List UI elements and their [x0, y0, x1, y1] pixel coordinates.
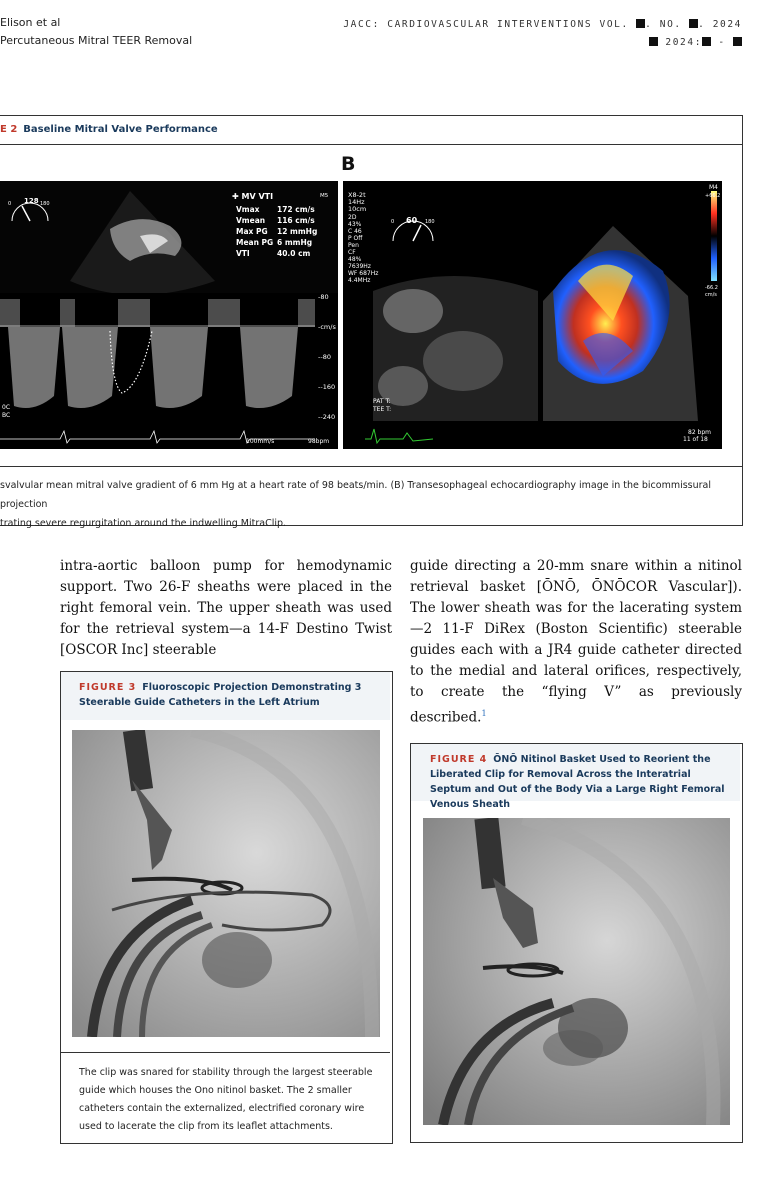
scale-tick-label: --160	[318, 383, 336, 391]
measurement-value: 12 mmHg	[277, 227, 318, 236]
svg-text:-66.2: -66.2	[705, 285, 718, 291]
svg-text:TEE T:: TEE T:	[373, 406, 392, 413]
svg-text:0C: 0C	[2, 404, 11, 411]
short-title: Percutaneous Mitral TEER Removal	[0, 34, 193, 47]
divider	[0, 144, 742, 145]
panel-b-angle: 60	[406, 216, 418, 225]
body-text-column-2: guide directing a 20-mm snare within a nitinol retrieval basket [ŌNŌ, ŌNŌCOR Vascular]). The lower sheath was for the lacerating system—2 11-F DiRex (Boston Scientific) steerable guides each with a JR4 guide catheter directed to the medial and lateral orifices, respectively, to create the “flying V” as previously described.$^1$	[410, 558, 742, 726]
measurement-value: 116 cm/s	[277, 216, 315, 225]
reference-link[interactable]: 1	[481, 709, 487, 718]
body-text-column-1: intra-aortic balloon pump for hemodynamic support. Two 26-F sheaths were placed in the right femoral vein. The upper sheath was used for the retrieval system—a 14-F Destino Twist [OSCOR Inc] steerable	[60, 558, 392, 658]
figure-2-caption: svalvular mean mitral valve gradient of 6 mm Hg at a heart rate of 98 beats/min. (B) Transesophageal echocardiography image in the bicommissural projection trating severe regurgitation around the indwelling MitraClip.	[0, 480, 712, 529]
tee-setting-text: Pen	[348, 242, 359, 249]
svg-text:14Hz: 14Hz	[348, 198, 365, 206]
measurement-label: VTI	[236, 249, 250, 258]
tee-setting-text: C 46	[348, 228, 362, 235]
measurement-value: 172 cm/s	[277, 205, 315, 214]
svg-text:+66.2: +66.2	[705, 193, 721, 199]
svg-text:BC: BC	[2, 412, 11, 419]
tee-setting-text: P Off	[348, 235, 363, 242]
divider	[61, 1052, 390, 1053]
doppler-echo-image	[0, 181, 338, 449]
running-header-right	[343, 16, 742, 52]
svg-text:M4: M4	[709, 184, 718, 191]
svg-text:11 of 18: 11 of 18	[683, 436, 708, 443]
figure-2-label: E 2	[0, 124, 18, 135]
svg-text:PAT T:: PAT T:	[373, 398, 391, 405]
figure-3-title: FIGURE 3 Fluoroscopic Projection Demonstrating 3 Steerable Guide Catheters in the Left Atrium	[79, 682, 362, 708]
measurement-value: 6 mmHg	[277, 238, 313, 247]
svg-text:180: 180	[425, 219, 435, 225]
divider	[0, 466, 742, 467]
scale-tick-label: -80	[318, 293, 329, 301]
measurement-label: Vmean	[236, 216, 266, 225]
tee-setting-text: 48%	[348, 256, 362, 263]
svg-text:0: 0	[8, 201, 12, 207]
tee-setting-text: 7639Hz	[348, 263, 371, 270]
measurement-label: Max PG	[236, 227, 268, 236]
figure-3-caption: The clip was snared for stability through the largest steerable guide which houses the Ono nitinol basket. The 2 smaller catheters contain the externalized, electrified coronary wire used to lacerate the clip from its leaflet attachments.	[79, 1067, 373, 1132]
scale-tick-label: -cm/s	[318, 323, 336, 331]
pages-line: 2024: -	[343, 34, 742, 52]
measurement-label: Vmax	[236, 205, 260, 214]
panel-a-angle: 128	[24, 197, 39, 205]
fluoroscopy-image	[72, 730, 380, 1037]
journal-line: JACC: CARDIOVASCULAR INTERVENTIONS VOL. . NO. . 2024	[343, 19, 742, 30]
svg-text:98bpm: 98bpm	[308, 438, 330, 445]
svg-text:180: 180	[40, 201, 50, 207]
svg-text:0: 0	[391, 219, 395, 225]
tee-setting-text: 2D	[348, 214, 357, 221]
author-line: Elison et al	[0, 16, 61, 29]
figure-4-title: FIGURE 4 ŌNŌ Nitinol Basket Used to Reorient the Liberated Clip for Removal Across the Interatrial Septum and Out of the Body Via a Large Right Femoral Venous Sheath	[430, 754, 725, 810]
tee-setting-text: 43%	[348, 221, 362, 228]
scale-tick-label: --240	[318, 413, 336, 421]
tee-setting-text: WF 687Hz	[348, 270, 379, 277]
svg-text:10cm: 10cm	[348, 205, 367, 213]
svg-text:cm/s: cm/s	[705, 292, 717, 298]
svg-text:X8-2t: X8-2t	[348, 191, 366, 199]
measurement-label: Mean PG	[236, 238, 274, 247]
svg-text:100mm/s: 100mm/s	[246, 438, 275, 445]
tee-setting-text: CF	[348, 249, 356, 256]
fluoroscopy-image	[423, 818, 730, 1125]
scale-tick-label: --80	[318, 353, 331, 361]
tee-setting-text: 4.4MHz	[348, 277, 371, 284]
figure-2-title: E 2 Baseline Mitral Valve Performance	[0, 124, 218, 135]
svg-text:M5: M5	[320, 193, 329, 199]
svg-text:✚ MV VTI: ✚ MV VTI	[232, 192, 274, 201]
running-header-left	[0, 14, 192, 50]
panel-b-label: B	[341, 153, 356, 175]
svg-text:82 bpm: 82 bpm	[688, 429, 712, 436]
measurement-value: 40.0 cm	[277, 249, 311, 258]
tee-color-doppler-image	[343, 181, 722, 449]
